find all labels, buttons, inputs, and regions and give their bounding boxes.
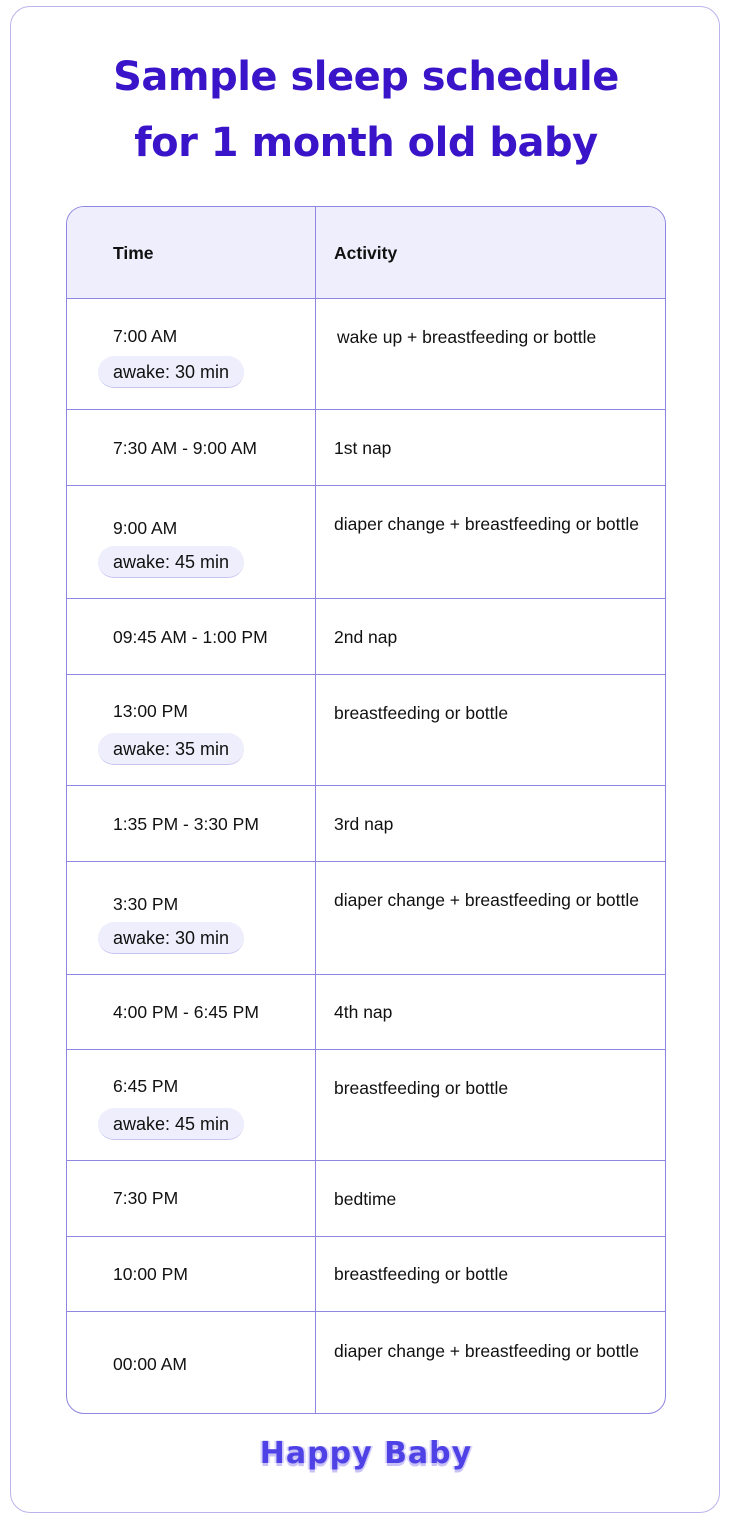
happy-baby-logo: Happy Baby — [259, 1436, 473, 1471]
header-time: Time — [113, 243, 154, 263]
title-line-2: for 1 month old baby — [134, 120, 598, 166]
row-time: 9:00 AM — [113, 518, 178, 538]
row-activity: 4th nap — [334, 1002, 393, 1022]
row-time: 10:00 PM — [113, 1264, 188, 1284]
awake-badge: awake: 45 min — [98, 1108, 244, 1140]
table-row — [67, 599, 666, 675]
awake-badge: awake: 30 min — [98, 356, 244, 388]
column-divider — [315, 207, 316, 1414]
row-activity: diaper change + breastfeeding or bottle — [334, 890, 640, 910]
table-header-row — [67, 207, 666, 299]
table-row — [67, 1161, 666, 1237]
table-row — [67, 410, 666, 486]
row-activity: breastfeeding or bottle — [334, 1264, 509, 1284]
table-row — [67, 975, 666, 1050]
awake-badge: awake: 45 min — [98, 546, 244, 578]
row-activity: 3rd nap — [334, 814, 394, 834]
row-time: 3:30 PM — [113, 894, 179, 914]
row-time: 09:45 AM - 1:00 PM — [113, 627, 268, 647]
row-time: 7:00 AM — [113, 326, 178, 346]
table-row — [67, 862, 666, 975]
row-activity: diaper change + breastfeeding or bottle — [334, 514, 640, 534]
row-activity: 1st nap — [334, 438, 392, 458]
table-row — [67, 786, 666, 862]
row-time: 7:30 AM - 9:00 AM — [113, 438, 257, 458]
row-time: 13:00 PM — [113, 701, 188, 721]
row-activity: bedtime — [334, 1189, 397, 1209]
table-row — [67, 1050, 666, 1161]
row-time: 1:35 PM - 3:30 PM — [113, 814, 259, 834]
table-row — [67, 1237, 666, 1312]
table-row — [67, 299, 666, 410]
row-time: 6:45 PM — [113, 1076, 179, 1096]
row-activity: diaper change + breastfeeding or bottle — [334, 1341, 640, 1361]
row-activity: wake up + breastfeeding or bottle — [337, 327, 597, 347]
title-line-1: Sample sleep schedule — [113, 54, 619, 100]
table-row — [67, 675, 666, 786]
page-title — [0, 44, 732, 176]
table-row — [67, 1312, 666, 1414]
row-time: 7:30 PM — [113, 1188, 179, 1208]
row-activity: breastfeeding or bottle — [334, 703, 509, 723]
awake-badge: awake: 30 min — [98, 922, 244, 954]
awake-badge: awake: 35 min — [98, 733, 244, 765]
table-row — [67, 486, 666, 599]
row-time: 4:00 PM - 6:45 PM — [113, 1002, 259, 1022]
row-activity: breastfeeding or bottle — [334, 1078, 509, 1098]
header-activity: Activity — [334, 243, 398, 263]
row-time: 00:00 AM — [113, 1354, 187, 1374]
schedule-table — [66, 206, 666, 1414]
row-activity: 2nd nap — [334, 627, 398, 647]
